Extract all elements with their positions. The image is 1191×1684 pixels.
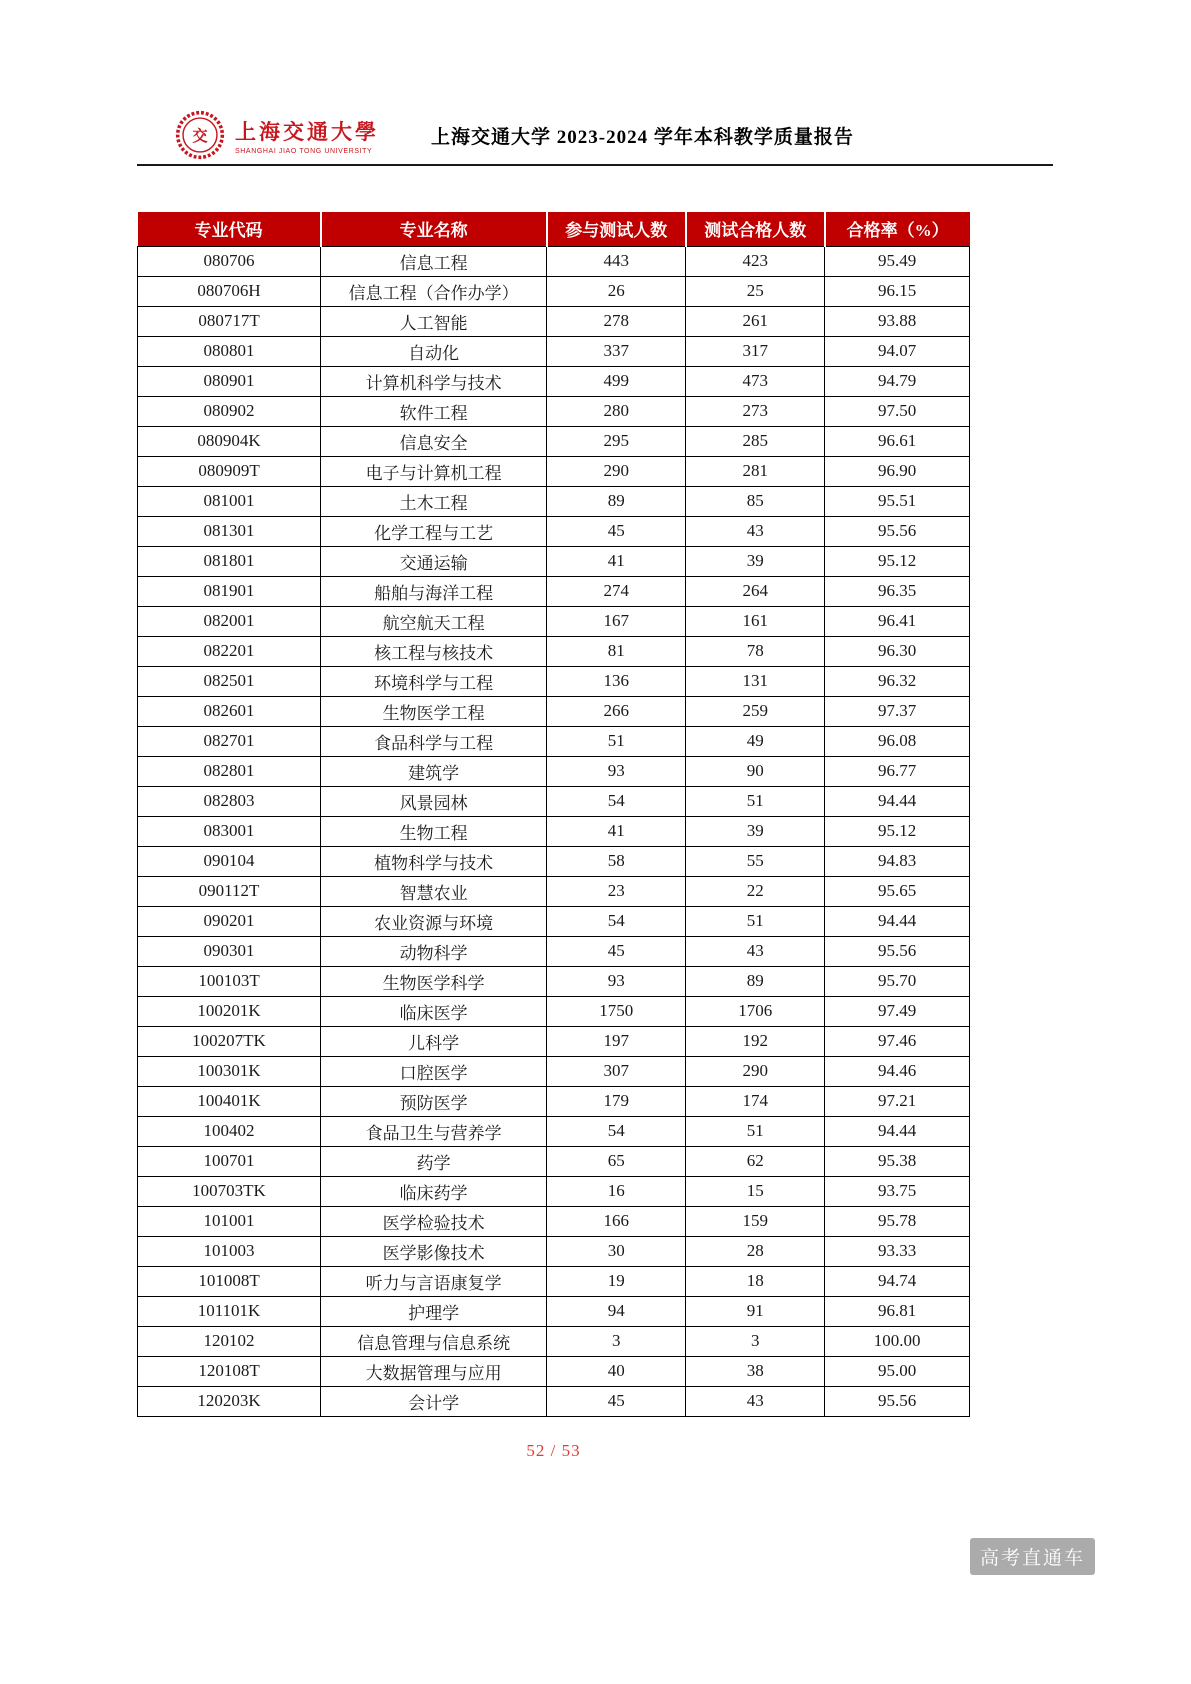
table-cell: 预防医学: [321, 1086, 547, 1116]
table-cell: 080801: [138, 336, 321, 366]
table-cell: 95.49: [825, 246, 970, 276]
table-cell: 120203K: [138, 1386, 321, 1416]
table-row: [138, 696, 970, 726]
table-cell: 95.65: [825, 876, 970, 906]
page-header: [137, 112, 1053, 158]
table-cell: 082801: [138, 756, 321, 786]
table-cell: 081001: [138, 486, 321, 516]
table-cell: 信息工程: [321, 246, 547, 276]
table-cell: 090201: [138, 906, 321, 936]
table-row: [138, 396, 970, 426]
table-row: [138, 1056, 970, 1086]
table-cell: 94.44: [825, 1116, 970, 1146]
table-cell: 93: [547, 756, 686, 786]
table-cell: 166: [547, 1206, 686, 1236]
table-cell: 080902: [138, 396, 321, 426]
table-cell: 51: [686, 1116, 825, 1146]
table-row: [138, 1266, 970, 1296]
table-cell: 94.44: [825, 906, 970, 936]
table-cell: 23: [547, 876, 686, 906]
table-cell: 临床医学: [321, 996, 547, 1026]
majors-pass-rate-table: [137, 212, 970, 1417]
table-cell: 100103T: [138, 966, 321, 996]
table-cell: 96.81: [825, 1296, 970, 1326]
table-row: [138, 966, 970, 996]
table-cell: 3: [547, 1326, 686, 1356]
table-row: [138, 786, 970, 816]
table-cell: 96.15: [825, 276, 970, 306]
table-cell: 41: [547, 816, 686, 846]
table-cell: 274: [547, 576, 686, 606]
table-body: [138, 246, 970, 1416]
table-cell: 计算机科学与技术: [321, 366, 547, 396]
table-row: [138, 606, 970, 636]
watermark-badge: 高考直通车: [970, 1538, 1095, 1575]
table-cell: 25: [686, 276, 825, 306]
table-cell: 51: [547, 726, 686, 756]
table-cell: 95.70: [825, 966, 970, 996]
university-seal-icon: [175, 110, 225, 160]
column-header: 参与测试人数: [547, 212, 686, 246]
table-row: [138, 876, 970, 906]
table-cell: 51: [686, 786, 825, 816]
table-cell: 交通运输: [321, 546, 547, 576]
table-cell: 96.08: [825, 726, 970, 756]
table-cell: 94.74: [825, 1266, 970, 1296]
table-cell: 93: [547, 966, 686, 996]
table-cell: 167: [547, 606, 686, 636]
table-cell: 100207TK: [138, 1026, 321, 1056]
table-cell: 278: [547, 306, 686, 336]
table-cell: 499: [547, 366, 686, 396]
page-number: 52 / 53: [526, 1440, 581, 1460]
table-cell: 95.56: [825, 516, 970, 546]
table-cell: 临床药学: [321, 1176, 547, 1206]
table-cell: 264: [686, 576, 825, 606]
table-cell: 94.46: [825, 1056, 970, 1086]
table-cell: 080901: [138, 366, 321, 396]
table-cell: 280: [547, 396, 686, 426]
table-cell: 54: [547, 1116, 686, 1146]
table-row: [138, 456, 970, 486]
table-cell: 农业资源与环境: [321, 906, 547, 936]
table-cell: 会计学: [321, 1386, 547, 1416]
table-row: [138, 516, 970, 546]
table-row: [138, 576, 970, 606]
table-cell: 食品科学与工程: [321, 726, 547, 756]
table-row: [138, 486, 970, 516]
table-cell: 人工智能: [321, 306, 547, 336]
table-cell: 26: [547, 276, 686, 306]
table-cell: 100301K: [138, 1056, 321, 1086]
table-cell: 259: [686, 696, 825, 726]
table-cell: 30: [547, 1236, 686, 1266]
table-cell: 179: [547, 1086, 686, 1116]
table-row: [138, 1026, 970, 1056]
table-cell: 082001: [138, 606, 321, 636]
table-row: [138, 636, 970, 666]
table-cell: 101008T: [138, 1266, 321, 1296]
table-cell: 97.21: [825, 1086, 970, 1116]
table-cell: 266: [547, 696, 686, 726]
table-cell: 航空航天工程: [321, 606, 547, 636]
table-cell: 41: [547, 546, 686, 576]
table-cell: 54: [547, 906, 686, 936]
table-cell: 100701: [138, 1146, 321, 1176]
table-header-row: [138, 212, 970, 246]
table-cell: 43: [686, 936, 825, 966]
table-cell: 96.35: [825, 576, 970, 606]
table-cell: 080909T: [138, 456, 321, 486]
table-cell: 082803: [138, 786, 321, 816]
table-cell: 91: [686, 1296, 825, 1326]
table-cell: 95.00: [825, 1356, 970, 1386]
table-cell: 97.49: [825, 996, 970, 1026]
table-cell: 081301: [138, 516, 321, 546]
table-cell: 护理学: [321, 1296, 547, 1326]
table-cell: 080904K: [138, 426, 321, 456]
table-cell: 95.56: [825, 1386, 970, 1416]
table-cell: 100703TK: [138, 1176, 321, 1206]
table-cell: 120102: [138, 1326, 321, 1356]
column-header: 专业代码: [138, 212, 321, 246]
table-cell: 89: [547, 486, 686, 516]
table-cell: 97.46: [825, 1026, 970, 1056]
table-cell: 51: [686, 906, 825, 936]
table-cell: 95.12: [825, 546, 970, 576]
table-row: [138, 906, 970, 936]
table-cell: 62: [686, 1146, 825, 1176]
table-row: [138, 1176, 970, 1206]
table-cell: 96.90: [825, 456, 970, 486]
table-cell: 192: [686, 1026, 825, 1056]
table-cell: 96.77: [825, 756, 970, 786]
header-divider: [137, 164, 1053, 166]
table-cell: 93.33: [825, 1236, 970, 1266]
table-cell: 自动化: [321, 336, 547, 366]
table-cell: 81: [547, 636, 686, 666]
table-cell: 100.00: [825, 1326, 970, 1356]
table-cell: 药学: [321, 1146, 547, 1176]
table-cell: 93.75: [825, 1176, 970, 1206]
table-cell: 290: [686, 1056, 825, 1086]
table-cell: 1706: [686, 996, 825, 1026]
table-cell: 船舶与海洋工程: [321, 576, 547, 606]
table-cell: 101003: [138, 1236, 321, 1266]
table-cell: 90: [686, 756, 825, 786]
table-cell: 植物科学与技术: [321, 846, 547, 876]
table-cell: 96.61: [825, 426, 970, 456]
table-row: [138, 246, 970, 276]
table-cell: 94.79: [825, 366, 970, 396]
table-cell: 94: [547, 1296, 686, 1326]
table-cell: 100201K: [138, 996, 321, 1026]
table-cell: 159: [686, 1206, 825, 1236]
table-cell: 信息工程（合作办学）: [321, 276, 547, 306]
table-cell: 97.50: [825, 396, 970, 426]
table-cell: 95.12: [825, 816, 970, 846]
table-cell: 听力与言语康复学: [321, 1266, 547, 1296]
table-cell: 40: [547, 1356, 686, 1386]
table-cell: 16: [547, 1176, 686, 1206]
table-cell: 39: [686, 546, 825, 576]
table-row: [138, 1296, 970, 1326]
table-cell: 85: [686, 486, 825, 516]
university-name-en: SHANGHAI JIAO TONG UNIVERSITY: [235, 147, 373, 155]
table-row: [138, 546, 970, 576]
table-cell: 281: [686, 456, 825, 486]
table-cell: 55: [686, 846, 825, 876]
university-logo: [175, 110, 379, 160]
table-cell: 136: [547, 666, 686, 696]
table-cell: 建筑学: [321, 756, 547, 786]
table-cell: 动物科学: [321, 936, 547, 966]
table-row: [138, 1116, 970, 1146]
table-cell: 38: [686, 1356, 825, 1386]
table-row: [138, 306, 970, 336]
table-row: [138, 996, 970, 1026]
table-cell: 197: [547, 1026, 686, 1056]
table-cell: 317: [686, 336, 825, 366]
table-row: [138, 1146, 970, 1176]
table-cell: 土木工程: [321, 486, 547, 516]
table-cell: 100402: [138, 1116, 321, 1146]
table-cell: 97.37: [825, 696, 970, 726]
table-row: [138, 426, 970, 456]
table-cell: 082501: [138, 666, 321, 696]
table-row: [138, 726, 970, 756]
table-cell: 96.32: [825, 666, 970, 696]
report-title: 上海交通大学 2023-2024 学年本科教学质量报告: [431, 126, 854, 148]
table-row: [138, 1086, 970, 1116]
table-cell: 3: [686, 1326, 825, 1356]
table-cell: 090104: [138, 846, 321, 876]
table-cell: 43: [686, 516, 825, 546]
column-header: 合格率（%）: [825, 212, 970, 246]
table-cell: 45: [547, 516, 686, 546]
table-cell: 18: [686, 1266, 825, 1296]
table-cell: 风景园林: [321, 786, 547, 816]
table-cell: 智慧农业: [321, 876, 547, 906]
table-row: [138, 366, 970, 396]
table-cell: 285: [686, 426, 825, 456]
table-cell: 22: [686, 876, 825, 906]
table-cell: 161: [686, 606, 825, 636]
column-header: 专业名称: [321, 212, 547, 246]
table-cell: 95.78: [825, 1206, 970, 1236]
table-cell: 423: [686, 246, 825, 276]
table-cell: 337: [547, 336, 686, 366]
table-cell: 核工程与核技术: [321, 636, 547, 666]
table-cell: 295: [547, 426, 686, 456]
table-cell: 28: [686, 1236, 825, 1266]
table-cell: 94.07: [825, 336, 970, 366]
table-cell: 131: [686, 666, 825, 696]
table-cell: 43: [686, 1386, 825, 1416]
table-cell: 96.30: [825, 636, 970, 666]
table-cell: 307: [547, 1056, 686, 1086]
table-cell: 45: [547, 936, 686, 966]
table-row: [138, 936, 970, 966]
column-header: 测试合格人数: [686, 212, 825, 246]
table-cell: 082601: [138, 696, 321, 726]
table-cell: 94.83: [825, 846, 970, 876]
table-cell: 080706: [138, 246, 321, 276]
table-cell: 54: [547, 786, 686, 816]
table-cell: 101001: [138, 1206, 321, 1236]
table-cell: 电子与计算机工程: [321, 456, 547, 486]
table-cell: 生物工程: [321, 816, 547, 846]
table-row: [138, 336, 970, 366]
table-cell: 口腔医学: [321, 1056, 547, 1086]
table-cell: 101101K: [138, 1296, 321, 1326]
table-cell: 082701: [138, 726, 321, 756]
table-cell: 89: [686, 966, 825, 996]
table-cell: 19: [547, 1266, 686, 1296]
table-cell: 100401K: [138, 1086, 321, 1116]
table-cell: 大数据管理与应用: [321, 1356, 547, 1386]
table-cell: 45: [547, 1386, 686, 1416]
table-cell: 090301: [138, 936, 321, 966]
table-cell: 信息管理与信息系统: [321, 1326, 547, 1356]
table-cell: 080717T: [138, 306, 321, 336]
table-cell: 174: [686, 1086, 825, 1116]
university-name-cn: 上海交通大學: [235, 119, 379, 144]
table-row: [138, 816, 970, 846]
table-cell: 080706H: [138, 276, 321, 306]
table-cell: 生物医学工程: [321, 696, 547, 726]
table-row: [138, 756, 970, 786]
table-row: [138, 1356, 970, 1386]
table-cell: 软件工程: [321, 396, 547, 426]
table-cell: 290: [547, 456, 686, 486]
table-cell: 食品卫生与营养学: [321, 1116, 547, 1146]
table-cell: 65: [547, 1146, 686, 1176]
table-cell: 443: [547, 246, 686, 276]
table-cell: 49: [686, 726, 825, 756]
table-row: [138, 1206, 970, 1236]
university-logo-text: [235, 116, 379, 155]
table-cell: 081801: [138, 546, 321, 576]
table-row: [138, 1386, 970, 1416]
table-cell: 95.56: [825, 936, 970, 966]
table-row: [138, 1236, 970, 1266]
table-row: [138, 666, 970, 696]
table-cell: 120108T: [138, 1356, 321, 1386]
table-cell: 473: [686, 366, 825, 396]
table-cell: 93.88: [825, 306, 970, 336]
table-cell: 95.51: [825, 486, 970, 516]
table-cell: 生物医学科学: [321, 966, 547, 996]
table-cell: 39: [686, 816, 825, 846]
table-row: [138, 846, 970, 876]
table-cell: 15: [686, 1176, 825, 1206]
table-cell: 58: [547, 846, 686, 876]
table-cell: 医学影像技术: [321, 1236, 547, 1266]
table-cell: 环境科学与工程: [321, 666, 547, 696]
table-cell: 78: [686, 636, 825, 666]
table-cell: 261: [686, 306, 825, 336]
table-cell: 化学工程与工艺: [321, 516, 547, 546]
table-cell: 083001: [138, 816, 321, 846]
table-cell: 95.38: [825, 1146, 970, 1176]
table-cell: 081901: [138, 576, 321, 606]
table-row: [138, 276, 970, 306]
table-cell: 082201: [138, 636, 321, 666]
table-cell: 儿科学: [321, 1026, 547, 1056]
table-cell: 1750: [547, 996, 686, 1026]
table-cell: 273: [686, 396, 825, 426]
table-cell: 信息安全: [321, 426, 547, 456]
table-row: [138, 1326, 970, 1356]
table-cell: 090112T: [138, 876, 321, 906]
svg-text:交: 交: [192, 127, 208, 145]
table-cell: 医学检验技术: [321, 1206, 547, 1236]
table-cell: 94.44: [825, 786, 970, 816]
table-cell: 96.41: [825, 606, 970, 636]
